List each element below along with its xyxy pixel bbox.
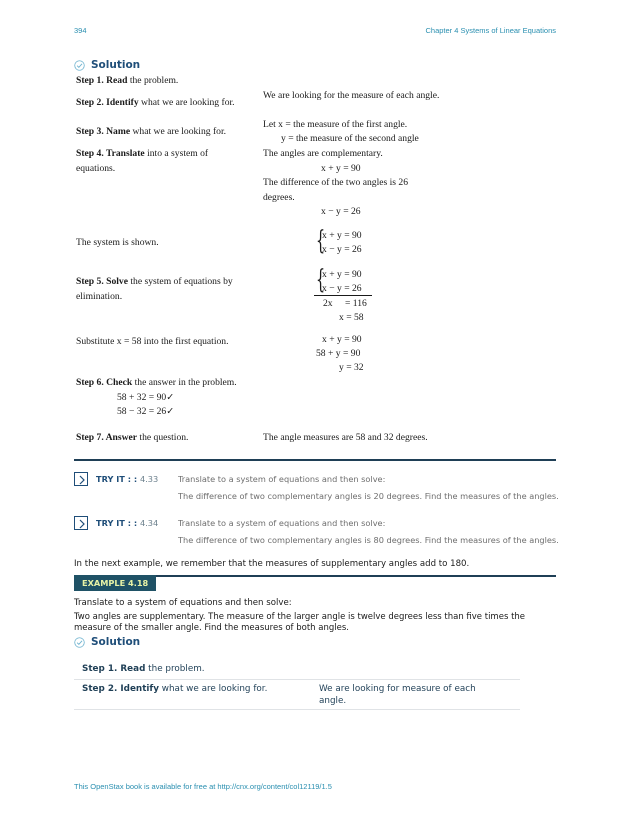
check-eq2: 58 − 32 = 26✓ <box>117 406 175 417</box>
table-step2: Step 2. Identify what we are looking for. <box>82 684 268 694</box>
system-brace: { <box>316 226 326 256</box>
table-row <box>74 680 520 710</box>
solution-heading <box>74 636 140 648</box>
table-step1: Step 1. Read the problem. <box>82 664 205 674</box>
try-it-4-33 <box>74 472 559 508</box>
try-it-instruction: Translate to a system of equations and then solve: <box>178 474 386 484</box>
elim-eq1: x + y = 90 <box>322 269 362 280</box>
page-number: 394 <box>74 26 87 35</box>
next-example-intro: In the next example, we remember that the measures of supplementary angles add to 180. <box>74 559 470 569</box>
step3: Step 3. Name what we are looking for. <box>76 126 227 137</box>
step1: Step 1. Read the problem. <box>76 75 179 86</box>
elim-sum-left: 2x <box>323 298 333 309</box>
substitute-text: Substitute x = 58 into the first equation. <box>76 336 229 347</box>
table-step2-answer: We are looking for measure of each angle. <box>319 684 476 706</box>
check-eq1: 58 + 32 = 90✓ <box>117 392 175 403</box>
table-row <box>74 658 520 680</box>
system-eq1: x + y = 90 <box>322 230 362 241</box>
sub-eq3: y = 32 <box>339 362 364 373</box>
solution-heading <box>74 59 140 71</box>
let-y-line: y = the measure of the second angle <box>281 133 419 144</box>
try-it-label: TRY IT : : 4.33 <box>96 474 159 484</box>
chevron-right-icon <box>78 519 86 529</box>
try-it-expand-button[interactable] <box>74 516 88 530</box>
try-it-problem: The difference of two complementary angles is 20 degrees. Find the measures of the angles. <box>178 491 559 501</box>
elim-eq2: x − y = 26 <box>322 283 362 294</box>
answer-text: The angle measures are 58 and 32 degrees. <box>263 432 428 443</box>
try-it-instruction: Translate to a system of equations and then solve: <box>178 518 386 528</box>
step2-answer: We are looking for the measure of each angle. <box>263 90 440 101</box>
let-x-line: Let x = the measure of the first angle. <box>263 119 408 130</box>
elim-sum-right: = 116 <box>345 298 367 309</box>
elimination-brace: { <box>316 265 326 295</box>
chapter-title: Chapter 4 Systems of Linear Equations <box>425 26 556 35</box>
try-it-expand-button[interactable] <box>74 472 88 486</box>
eq-diff: x − y = 26 <box>321 206 361 217</box>
step7: Step 7. Answer the question. <box>76 432 189 443</box>
system-shown-text: The system is shown. <box>76 237 159 248</box>
example-tag: EXAMPLE 4.18 <box>74 575 156 591</box>
step5: Step 5. Solve the system of equations by elimination. <box>76 276 233 302</box>
system-eq2: x − y = 26 <box>322 244 362 255</box>
check-circle-icon <box>74 637 85 648</box>
eq-sum: x + y = 90 <box>321 163 361 174</box>
sum-line <box>314 295 372 296</box>
footer-note: This OpenStax book is available for free at http://cnx.org/content/col12119/1.5 <box>74 782 332 791</box>
step4: Step 4. Translate into a system of equations. <box>76 148 209 174</box>
example-instruction: Translate to a system of equations and then solve: <box>74 598 292 608</box>
solution-label: Solution <box>91 59 141 71</box>
check-circle-icon <box>74 60 85 71</box>
step2: Step 2. Identify what we are looking for. <box>76 97 235 108</box>
example-problem: Two angles are supplementary. The measure of the larger angle is twelve degrees less than five times the measure of the smaller angle. Find the measures of both angles. <box>74 612 526 633</box>
try-it-4-34 <box>74 516 559 552</box>
difference-text: The difference of the two angles is 26 degrees. <box>263 177 409 203</box>
section-divider <box>74 459 556 461</box>
sub-eq2: 58 + y = 90 <box>316 348 361 359</box>
complementary-text: The angles are complementary. <box>263 148 383 159</box>
step6: Step 6. Check the answer in the problem. <box>76 377 237 388</box>
try-it-problem: The difference of two complementary angles is 80 degrees. Find the measures of the angles. <box>178 535 559 545</box>
solution-label: Solution <box>91 636 141 648</box>
chevron-right-icon <box>78 475 86 485</box>
try-it-label: TRY IT : : 4.34 <box>96 518 159 528</box>
sub-eq1: x + y = 90 <box>322 334 362 345</box>
elim-result: x = 58 <box>339 312 364 323</box>
